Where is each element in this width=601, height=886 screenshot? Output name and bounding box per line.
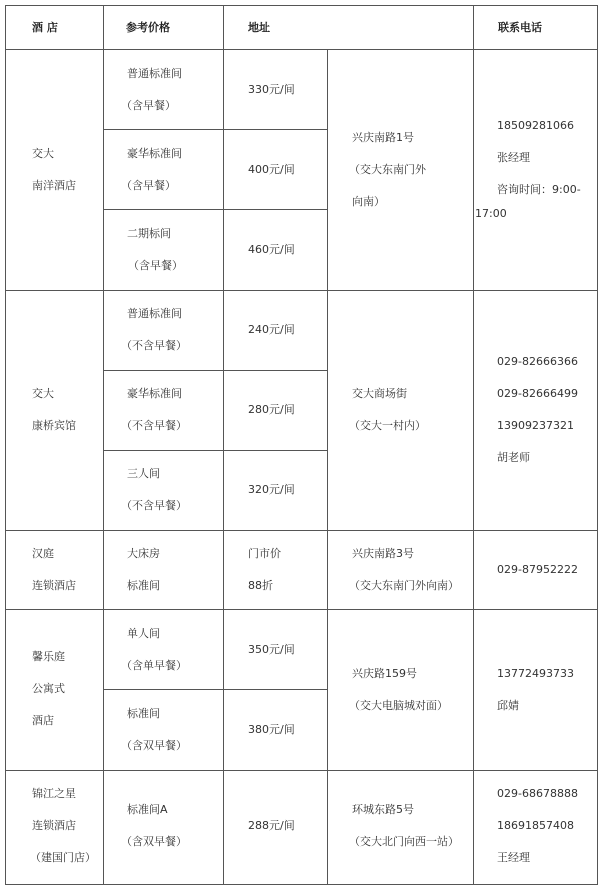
hotel-contact: 18691857408 (497, 819, 574, 832)
room-note: （含早餐） (128, 259, 183, 272)
grid-line (473, 5, 474, 885)
room-price: 380元/间 (248, 723, 295, 736)
room-price: 门市价 (248, 547, 281, 560)
hotel-name: （建国门店） (30, 851, 96, 864)
hotel-contact: 胡老师 (497, 451, 530, 464)
hotel-name: 馨乐庭 (32, 650, 65, 663)
hotel-address: （交大电脑城对面） (349, 699, 448, 712)
hotel-contact: 029-82666366 (497, 355, 578, 368)
hotel-name: 公寓式 (32, 682, 65, 695)
room-type: 标准间A (127, 803, 168, 816)
room-type: 普通标准间 (127, 67, 182, 80)
hotel-name: 交大 (32, 147, 54, 160)
grid-line (103, 5, 104, 885)
hotel-contact: 029-87952222 (497, 563, 578, 576)
room-type: 大床房 (127, 547, 160, 560)
grid-line (103, 370, 327, 371)
header-phone: 联系电话 (498, 21, 542, 34)
room-type: 标准间 (127, 707, 160, 720)
grid-line (5, 290, 597, 291)
room-note: （含早餐） (121, 99, 176, 112)
header-hotel: 酒 店 (32, 21, 58, 34)
hotel-contact: 咨询时间：9:00- (497, 183, 581, 196)
hotel-contact: 张经理 (497, 151, 530, 164)
hotel-contact: 王经理 (497, 851, 530, 864)
grid-line (327, 49, 328, 885)
room-type: 二期标间 (127, 227, 171, 240)
room-note: （不含早餐） (121, 339, 187, 352)
grid-line (5, 530, 597, 531)
grid-line (103, 689, 327, 690)
grid-line (597, 5, 598, 885)
grid-line (5, 49, 597, 50)
hotel-address: 兴庆南路1号 (352, 131, 414, 144)
room-note: （含双早餐） (121, 739, 187, 752)
grid-line (5, 770, 597, 771)
room-note: （不含早餐） (121, 499, 187, 512)
hotel-contact: 029-68678888 (497, 787, 578, 800)
grid-line (103, 129, 327, 130)
hotel-address: 交大商场街 (352, 387, 407, 400)
hotel-contact: 邱婧 (497, 699, 519, 712)
room-price: 320元/间 (248, 483, 295, 496)
room-note: （含早餐） (121, 179, 176, 192)
grid-line (223, 5, 224, 885)
hotel-address: （交大一村内） (349, 419, 426, 432)
grid-line (5, 5, 6, 885)
hotel-contact: 029-82666499 (497, 387, 578, 400)
hotel-contact: 18509281066 (497, 119, 574, 132)
hotel-address: 兴庆路159号 (352, 667, 417, 680)
grid-line (5, 5, 597, 6)
hotel-address: 环城东路5号 (352, 803, 414, 816)
hotel-name: 汉庭 (32, 547, 54, 560)
room-note: （含单早餐） (121, 659, 187, 672)
room-note: 标准间 (127, 579, 160, 592)
room-price: 240元/间 (248, 323, 295, 336)
room-price: 400元/间 (248, 163, 295, 176)
hotel-contact: 13909237321 (497, 419, 574, 432)
header-price: 参考价格 (126, 21, 170, 34)
hotel-address: 兴庆南路3号 (352, 547, 414, 560)
grid-line (103, 450, 327, 451)
room-type: 豪华标准间 (127, 147, 182, 160)
hotel-name: 锦江之星 (32, 787, 76, 800)
room-price: 330元/间 (248, 83, 295, 96)
room-price: 288元/间 (248, 819, 295, 832)
room-price: 350元/间 (248, 643, 295, 656)
room-price: 460元/间 (248, 243, 295, 256)
room-price: 280元/间 (248, 403, 295, 416)
room-type: 单人间 (127, 627, 160, 640)
room-note: （含双早餐） (121, 835, 187, 848)
room-price: 88折 (248, 579, 273, 592)
hotel-contact: 17:00 (475, 207, 507, 220)
grid-line (103, 209, 327, 210)
header-address: 地址 (248, 21, 270, 34)
hotel-name: 康桥宾馆 (32, 419, 76, 432)
hotel-name: 交大 (32, 387, 54, 400)
hotel-name: 南洋酒店 (32, 179, 76, 192)
hotel-address: 向南） (352, 195, 385, 208)
hotel-name: 酒店 (32, 714, 54, 727)
room-note: （不含早餐） (121, 419, 187, 432)
hotel-address: （交大东南门外向南） (349, 579, 459, 592)
hotel-address: （交大东南门外 (349, 163, 426, 176)
room-type: 豪华标准间 (127, 387, 182, 400)
hotel-address: （交大北门向西一站） (349, 835, 459, 848)
grid-line (5, 884, 597, 885)
hotel-name: 连锁酒店 (32, 819, 76, 832)
hotel-contact: 13772493733 (497, 667, 574, 680)
room-type: 普通标准间 (127, 307, 182, 320)
hotel-name: 连锁酒店 (32, 579, 76, 592)
room-type: 三人间 (127, 467, 160, 480)
grid-line (5, 609, 597, 610)
